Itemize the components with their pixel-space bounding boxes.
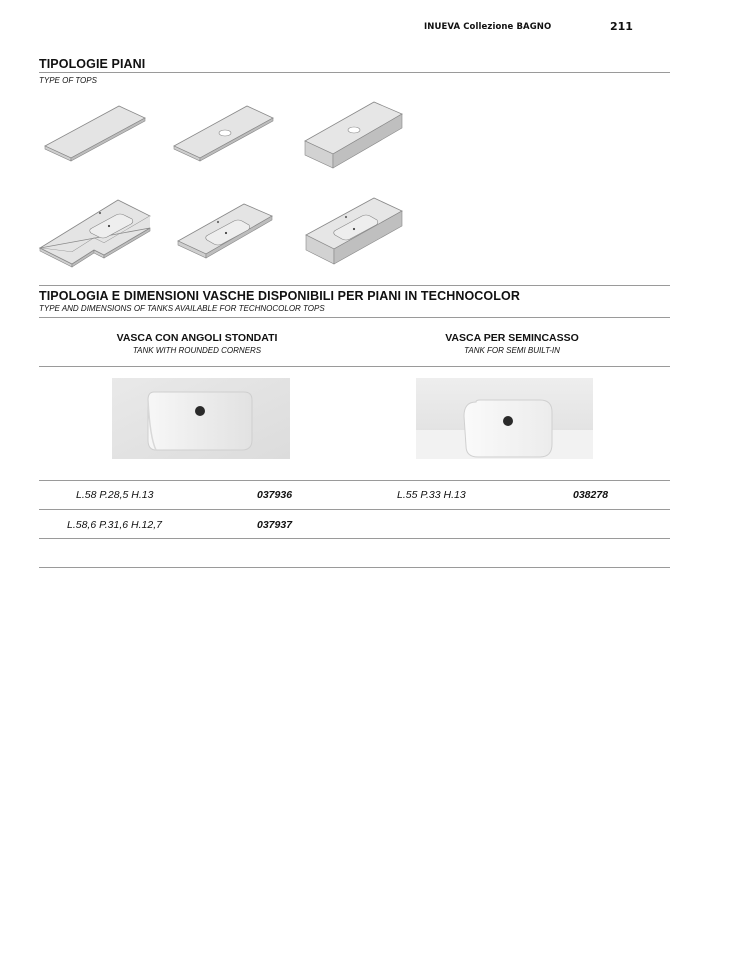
tank-dimensions: L.58 P.28,5 H.13 <box>76 489 154 501</box>
top-with-basin <box>178 204 272 258</box>
divider <box>39 72 670 73</box>
tank-title-rounded: VASCA CON ANGOLI STONDATI <box>116 332 278 344</box>
tank-photo-rounded <box>112 378 290 459</box>
tank-code: 037936 <box>257 489 293 501</box>
section-subtitle-tops: TYPE OF TOPS <box>39 76 97 85</box>
section-subtitle-tanks: TYPE AND DIMENSIONS OF TANKS AVAILABLE FOR TECHNOCOLOR TOPS <box>39 304 325 313</box>
top-thick-block-with-hole <box>305 102 402 168</box>
top-slab-with-hole <box>174 106 273 161</box>
divider <box>39 366 670 367</box>
tank-code: 037937 <box>257 519 293 531</box>
divider <box>39 317 670 318</box>
section-title-tanks: TIPOLOGIA E DIMENSIONI VASCHE DISPONIBILI PER PIANI IN TECHNOCOLOR <box>39 289 520 303</box>
tank-dimensions: L.55 P.33 H.13 <box>397 489 466 501</box>
tank-photo-semi-built-in <box>416 378 593 459</box>
tank-dimensions: L.58,6 P.31,6 H.12,7 <box>67 519 162 531</box>
divider <box>39 509 670 510</box>
header-brand: INUEVA Collezione BAGNO <box>424 22 552 32</box>
top-l-shaped-with-basin <box>40 200 150 267</box>
divider <box>39 538 670 539</box>
top-flat-slab <box>45 106 145 161</box>
divider <box>39 567 670 568</box>
top-thick-block-with-basin <box>306 198 402 264</box>
tank-subtitle-rounded: TANK WITH ROUNDED CORNERS <box>132 346 262 355</box>
section-title-tops: TIPOLOGIE PIANI <box>39 57 146 71</box>
tank-subtitle-semi-built-in: TANK FOR SEMI BUILT-IN <box>464 346 560 355</box>
tank-code: 038278 <box>573 489 609 501</box>
tops-illustrations <box>36 98 416 278</box>
page-number: 211 <box>610 20 633 33</box>
divider <box>39 480 670 481</box>
divider <box>39 285 670 286</box>
tank-title-semi-built-in: VASCA PER SEMINCASSO <box>445 332 579 344</box>
